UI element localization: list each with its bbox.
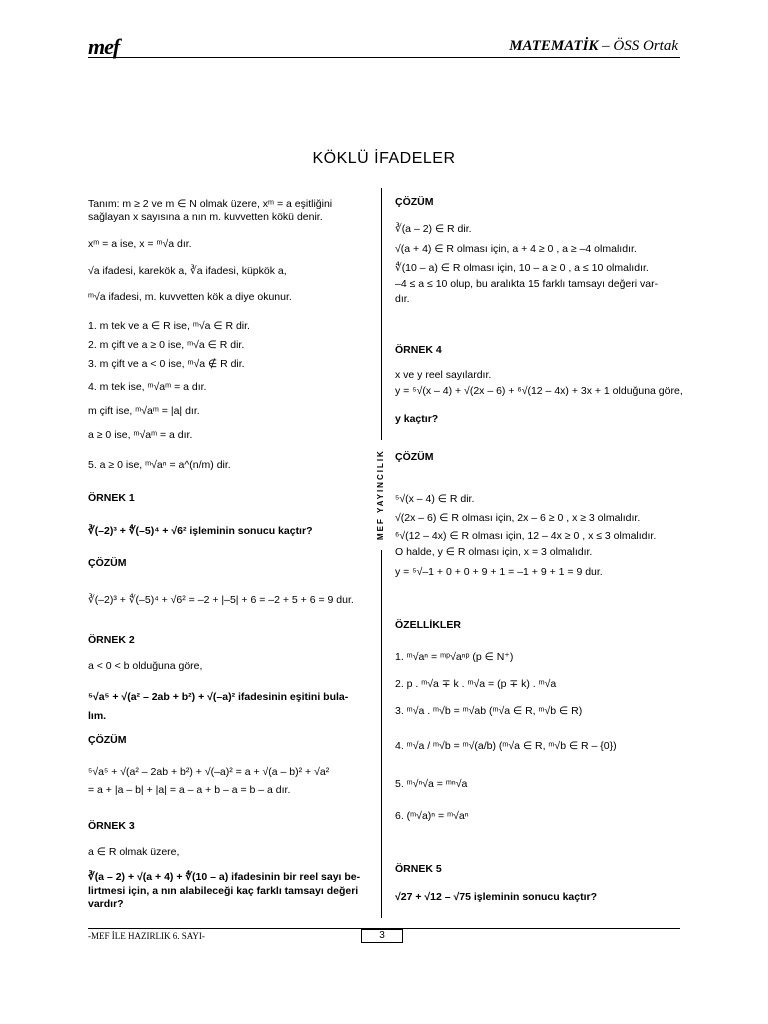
mef-logo: mef [88,34,120,59]
left-line: a ≥ 0 ise, ᵐ√aᵐ = a dır. [88,429,193,441]
left-line: 5. a ≥ 0 ise, ᵐ√aⁿ = a^(n/m) dir. [88,459,231,471]
right-line: –4 ≤ a ≤ 10 olup, bu aralıkta 15 farklı tamsayı değeri var- [395,278,659,290]
right-line: ⁵√(x – 4) ∈ R dir. [395,493,475,505]
left-line: lım. [88,710,107,722]
left-line: 3. m çift ve a < 0 ise, ᵐ√a ∉ R dir. [88,358,245,370]
left-line: ÖRNEK 2 [88,634,135,646]
header-title [509,38,678,55]
right-line: y = ⁵√(x – 4) + √(2x – 6) + ⁶√(12 – 4x) + 3x + 1 olduğuna göre, [395,385,683,397]
right-line: ∜(10 – a) ∈ R olması için, 10 – a ≥ 0 , a ≤ 10 olmalıdır. [395,262,649,274]
left-line: 2. m çift ve a ≥ 0 ise, ᵐ√a ∈ R dir. [88,339,245,351]
left-line: sağlayan x sayısına a nın m. kuvvetten kökü denir. [88,211,323,223]
left-line: ÖRNEK 3 [88,820,135,832]
left-line: ∛(–2)³ + ∜(–5)⁴ + √6² = –2 + |–5| + 6 = –2 + 5 + 6 = 9 dur. [88,594,354,606]
left-line: a ∈ R olmak üzere, [88,846,180,858]
right-line: √27 + √12 – √75 işleminin sonucu kaçtır? [395,891,597,903]
left-line: xᵐ = a ise, x = ᵐ√a dır. [88,238,192,250]
left-line: 4. m tek ise, ᵐ√aᵐ = a dır. [88,381,207,393]
right-line: y = ⁵√–1 + 0 + 0 + 9 + 1 = –1 + 9 + 1 = 9 dur. [395,566,603,578]
right-line: y kaçtır? [395,413,439,425]
page-title: KÖKLÜ İFADELER [312,150,456,167]
right-line: 5. ᵐ√ⁿ√a = ᵐⁿ√a [395,778,468,790]
left-line: 1. m tek ve a ∈ R ise, ᵐ√a ∈ R dir. [88,320,250,332]
header-subtitle: ÖSS Ortak [613,38,678,54]
left-line: lirtmesi için, a nın alabileceği kaç farklı tamsayı değeri [88,885,359,897]
left-line: ⁵√a⁵ + √(a² – 2ab + b²) + √(–a)² = a + √(a – b)² + √a² [88,766,330,778]
right-line: ∛(a – 2) ∈ R dir. [395,223,472,235]
footer-publication: -MEF İLE HAZIRLIK 6. SAYI- [88,931,205,941]
right-line: ÇÖZÜM [395,451,434,463]
right-line: dır. [395,293,410,305]
subject-label: MATEMATİK [509,38,599,54]
left-line: = a + |a – b| + |a| = a – a + b – a = b – a dır. [88,784,291,796]
right-line: 3. ᵐ√a . ᵐ√b = ᵐ√ab (ᵐ√a ∈ R, ᵐ√b ∈ R) [395,705,583,717]
left-line: ÖRNEK 1 [88,492,135,504]
left-line: ÇÖZÜM [88,557,127,569]
right-line: x ve y reel sayılardır. [395,369,492,381]
left-line: a < 0 < b olduğuna göre, [88,660,203,672]
right-line: ÖRNEK 4 [395,344,442,356]
right-line: 2. p . ᵐ√a ∓ k . ᵐ√a = (p ∓ k) . ᵐ√a [395,678,557,690]
page-number: 3 [361,929,403,943]
left-line: vardır? [88,898,124,910]
left-line: ∛(–2)³ + ∜(–5)⁴ + √6² işleminin sonucu kaçtır? [88,525,313,537]
right-line: ⁶√(12 – 4x) ∈ R olması için, 12 – 4x ≥ 0 , x ≤ 3 olmalıdır. [395,530,657,542]
left-line: ÇÖZÜM [88,734,127,746]
right-line: 1. ᵐ√aⁿ = ᵐᵖ√aⁿᵖ (p ∈ N⁺) [395,651,514,663]
right-line: ÇÖZÜM [395,196,434,208]
right-line: √(2x – 6) ∈ R olması için, 2x – 6 ≥ 0 , x ≥ 3 olmalıdır. [395,512,641,524]
right-line: 6. (ᵐ√a)ⁿ = ᵐ√aⁿ [395,810,469,822]
left-line: ∛(a – 2) + √(a + 4) + ∜(10 – a) ifadesinin bir reel sayı be- [88,871,361,883]
header-separator: – [598,38,614,54]
right-line: √(a + 4) ∈ R olması için, a + 4 ≥ 0 , a ≥ –4 olmalıdır. [395,243,637,255]
left-line: m çift ise, ᵐ√aᵐ = |a| dır. [88,405,200,417]
left-line: Tanım: m ≥ 2 ve m ∈ N olmak üzere, xᵐ = a eşitliğini [88,198,333,210]
vertical-publisher-text: MEF YAYINCILIK [376,440,388,550]
header-rule [88,57,680,58]
left-line: √a ifadesi, karekök a, ∛a ifadesi, küpkök a, [88,265,287,277]
right-line: ÖRNEK 5 [395,863,442,875]
left-line: ⁵√a⁵ + √(a² – 2ab + b²) + √(–a)² ifadesinin eşitini bula- [88,691,349,703]
right-line: 4. ᵐ√a / ᵐ√b = ᵐ√(a/b) (ᵐ√a ∈ R, ᵐ√b ∈ R – {0}) [395,740,617,752]
right-line: O halde, y ∈ R olması için, x = 3 olmalıdır. [395,546,593,558]
left-line: ᵐ√a ifadesi, m. kuvvetten kök a diye okunur. [88,291,292,303]
right-line: ÖZELLİKLER [395,619,461,631]
column-divider [381,188,382,918]
